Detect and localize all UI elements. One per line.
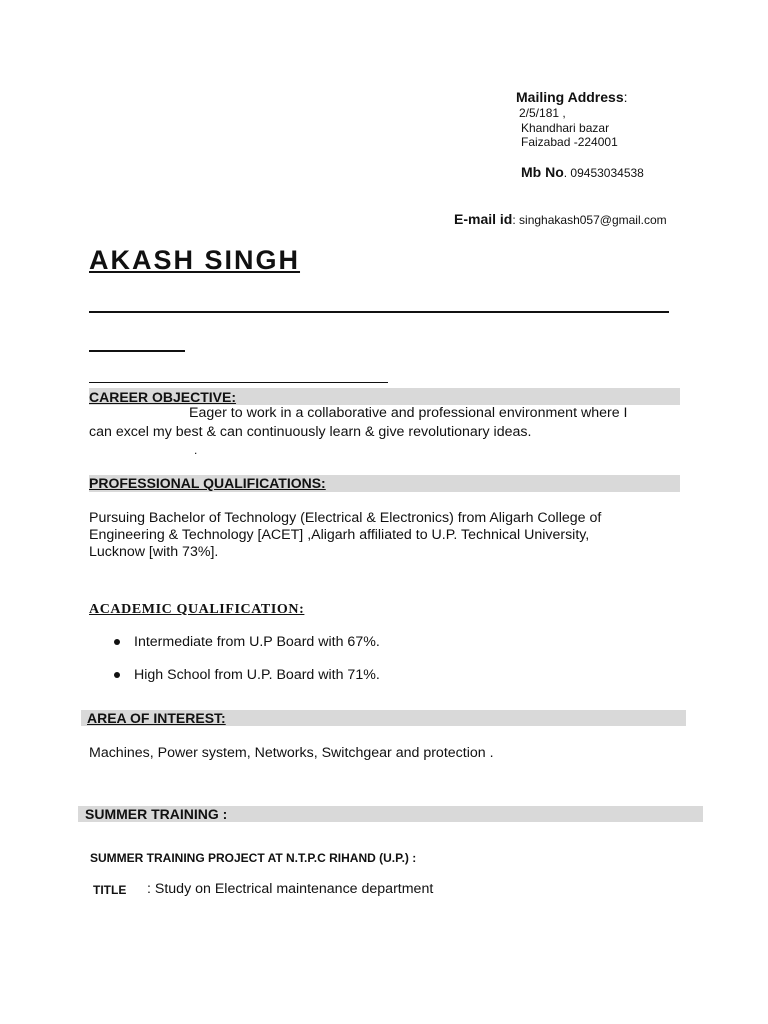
summer-training-project: SUMMER TRAINING PROJECT AT N.T.P.C RIHAND (U.P.) :: [90, 851, 417, 865]
bullet-dot: [114, 672, 120, 678]
divider-line-3: [89, 382, 388, 383]
divider-line-1: [89, 311, 669, 313]
career-objective-heading: CAREER OBJECTIVE:: [89, 389, 237, 405]
professional-qualifications-heading: PROFESSIONAL QUALIFICATIONS:: [89, 475, 326, 491]
professional-line-2: Engineering & Technology [ACET] ,Aligarh affiliated to U.P. Technical University,: [89, 527, 590, 543]
professional-line-1: Pursuing Bachelor of Technology (Electrical & Electronics) from Aligarh College of: [89, 510, 602, 526]
bullet-dot: [114, 639, 120, 645]
stray-dot: .: [194, 443, 198, 457]
divider-line-2: [89, 350, 185, 352]
email: E-mail id: singhakash057@gmail.com: [454, 211, 667, 227]
mobile-number: Mb No. 09453034538: [521, 164, 644, 180]
area-of-interest-heading: AREA OF INTEREST:: [87, 710, 226, 726]
address-line-2: Khandhari bazar: [521, 121, 610, 135]
area-of-interest-text: Machines, Power system, Networks, Switchgear and protection .: [89, 745, 494, 761]
academic-item-2: High School from U.P. Board with 71%.: [134, 667, 380, 683]
training-title-label: TITLE: [93, 883, 127, 897]
academic-item-1: Intermediate from U.P Board with 67%.: [134, 634, 380, 650]
mailing-address-label: Mailing Address:: [516, 89, 628, 105]
professional-line-3: Lucknow [with 73%].: [89, 544, 219, 560]
career-objective-line-1: Eager to work in a collaborative and professional environment where I: [189, 405, 628, 421]
candidate-name: AKASH SINGH: [89, 245, 301, 275]
academic-qualification-heading: ACADEMIC QUALIFICATION:: [89, 602, 305, 617]
career-objective-line-2: can excel my best & can continuously learn & give revolutionary ideas.: [89, 424, 532, 440]
training-title-value: : Study on Electrical maintenance department: [147, 881, 434, 897]
summer-training-heading: SUMMER TRAINING :: [85, 806, 228, 822]
address-line-1: 2/5/181 ,: [519, 106, 566, 120]
address-line-3: Faizabad -224001: [521, 135, 618, 149]
